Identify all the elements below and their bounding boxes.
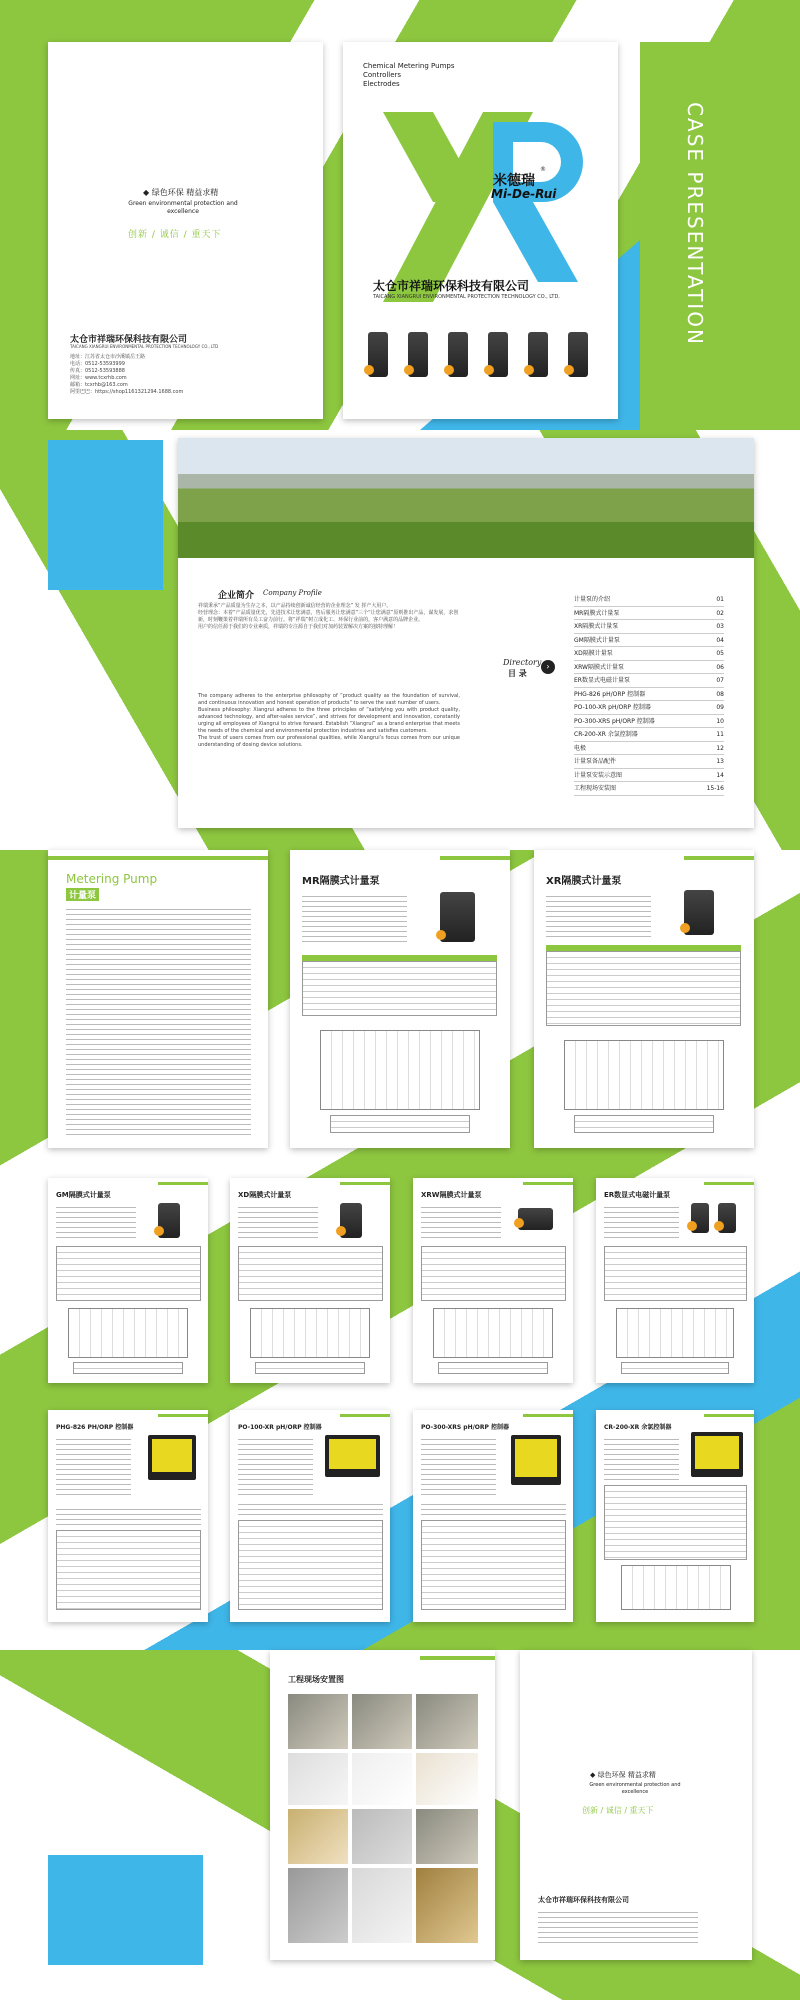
dimension-drawing xyxy=(250,1308,370,1358)
page-title: PO-300-XRS pH/ORP 控制器 xyxy=(421,1424,509,1431)
pump-page-xd xyxy=(230,1178,390,1383)
toc-item[interactable]: 电极 12 xyxy=(574,742,724,756)
page-title: PO-100-XR pH/ORP 控制器 xyxy=(238,1424,322,1431)
site-photo xyxy=(288,1694,348,1749)
spec-text xyxy=(421,1203,501,1238)
dimension-table xyxy=(330,1115,470,1133)
desc-text xyxy=(56,1505,201,1525)
controller-page-cr200 xyxy=(596,1410,754,1622)
slogan-en: Green environmental protection and excellence xyxy=(589,1782,681,1795)
site-photo xyxy=(352,1809,412,1864)
site-photo xyxy=(416,1809,478,1864)
spec-text xyxy=(546,892,651,937)
slogan-cn: ◆ 绿色环保 精益求精 xyxy=(590,1771,656,1779)
toc-item[interactable]: PO-100-XR pH/ORP 控制器 09 xyxy=(574,701,724,715)
toc-item[interactable]: 工程现场安装图 15-16 xyxy=(574,782,724,796)
toc-item[interactable]: 计量泵备品配件 13 xyxy=(574,755,724,769)
company-name-en: TAICANG XIANGRUI ENVIRONMENTAL PROTECTION TECHNOLOGY CO., LTD xyxy=(70,344,219,349)
site-installation-page xyxy=(270,1650,495,1960)
dimension-table xyxy=(255,1362,365,1374)
profile-paragraph: 经营理念：本着“产品质量优先，先进技术让您满意，售后服务让您满意”三个“让您满意”原则推出产品，谋发展，求创新，时刻鞭策着祥瑞所有员工奋力前行。将“祥瑞”树立成化工、环保行业前的，客户满意的品牌企业。 xyxy=(198,610,459,623)
spec-text xyxy=(302,892,407,942)
pump-image xyxy=(440,892,475,942)
company-values: 创新 / 诚信 / 重天下 xyxy=(582,1806,654,1815)
pump-image xyxy=(528,332,548,377)
company-name-cn: 太仓市祥瑞环保科技有限公司 xyxy=(538,1896,629,1904)
controller-image xyxy=(148,1435,196,1480)
site-photo xyxy=(416,1694,478,1749)
site-photo xyxy=(352,1868,412,1943)
spec-table xyxy=(56,1530,201,1610)
header-bar xyxy=(420,1656,495,1660)
company-name-en: TAICANG XIANGRUI ENVIRONMENTAL PROTECTION TECHNOLOGY CO., LTD. xyxy=(373,294,560,300)
controller-page-po300 xyxy=(413,1410,573,1622)
contact-line: 电话：0512-53593999 xyxy=(70,361,125,367)
spec-table xyxy=(421,1520,566,1610)
profile-paragraph: 祥瑞秉承“产品质量为生存之本，以产品持续创新诚信经营的企业理念” 发 挥产大用户。 xyxy=(198,603,392,609)
page-title: XR隔膜式计量泵 xyxy=(546,876,622,887)
profile-title-cn: 企业简介 xyxy=(218,591,255,601)
case-presentation-banner xyxy=(640,42,752,419)
spec-text xyxy=(604,1435,679,1480)
front-cover-page xyxy=(343,42,618,419)
site-photo xyxy=(352,1753,412,1805)
dimension-drawing xyxy=(68,1308,188,1358)
pump-image xyxy=(488,332,508,377)
bg-blue-square-mid xyxy=(48,440,163,590)
controller-image xyxy=(691,1432,743,1477)
pump-page-xr xyxy=(534,850,754,1148)
page-title: CR-200-XR 余氯控制器 xyxy=(604,1424,672,1431)
profile-paragraph: The company adheres to the enterprise philosophy of “product quality as the foundation of survival, and continuous innovation and honest operation of products” to serve the vast number of users. xyxy=(198,693,460,706)
page-title: MR隔膜式计量泵 xyxy=(302,876,380,887)
contact-line: 网址：www.tcxrhb.com xyxy=(70,375,127,381)
page-title: ER数显式电磁计量泵 xyxy=(604,1191,671,1199)
directory-label-cn: 目 录 xyxy=(508,669,527,678)
pump-image xyxy=(158,1203,180,1238)
banner-text: CASE PRESENTATION xyxy=(683,102,707,346)
header-bar xyxy=(158,1414,208,1417)
spec-table xyxy=(238,1520,383,1610)
spec-text xyxy=(56,1435,131,1495)
product-line: Chemical Metering Pumps xyxy=(363,62,455,70)
pump-image xyxy=(684,890,714,935)
profile-paragraph: The trust of users comes from our professional qualities, while Xiangrui’s focus comes from our unique understanding of dosing device solutions. xyxy=(198,735,460,748)
spec-table xyxy=(56,1246,201,1301)
intro-text xyxy=(66,905,251,1135)
dimension-table xyxy=(438,1362,548,1374)
toc-item[interactable]: XR隔膜式计量泵 03 xyxy=(574,620,724,634)
page-title: 工程现场安置图 xyxy=(288,1675,344,1684)
dimension-table xyxy=(73,1362,183,1374)
pump-page-er xyxy=(596,1178,754,1383)
site-photo xyxy=(416,1868,478,1943)
header-bar xyxy=(440,856,510,860)
header-bar xyxy=(340,1182,390,1185)
toc-item[interactable]: CR-200-XR 余氯控制器 11 xyxy=(574,728,724,742)
registered-mark: ® xyxy=(540,166,546,173)
slogan-cn: ◆ 绿色环保 精益求精 xyxy=(143,188,219,197)
profile-paragraph: Business philosophy: Xiangrui adheres to the three principles of “satisfying you with product quality, advanced technology, and after-sales service”, and strives for development and innovation, constantly urging all employees of Xiangrui to strive forward. Establish “Xiangrui” as a brand enterprise that meets the needs of the chemical and environmental protection industries and satisfies customers. xyxy=(198,707,460,734)
product-line: Controllers xyxy=(363,71,402,79)
desc-text xyxy=(238,1500,383,1515)
profile-paragraph: 用户的信任源于我们的专业素质，祥瑞的专注源自于我们对加药装置解决方案的独特理解！ xyxy=(198,624,399,630)
toc-item[interactable]: PHG-826 pH/ORP 控制器 08 xyxy=(574,688,724,702)
site-photo xyxy=(352,1694,412,1749)
spec-text xyxy=(238,1435,313,1495)
site-photo xyxy=(288,1868,348,1943)
company-values: 创新 / 诚信 / 重天下 xyxy=(128,230,222,240)
spec-text xyxy=(421,1435,496,1495)
landscape-photo xyxy=(178,438,754,558)
slogan-en: Green environmental protection and excellence xyxy=(128,200,238,215)
pump-page-xrw xyxy=(413,1178,573,1383)
spec-table xyxy=(302,961,497,1016)
header-bar xyxy=(684,856,754,860)
site-photo xyxy=(288,1809,348,1864)
page-title: PHG-826 PH/ORP 控制器 xyxy=(56,1424,134,1431)
back-cover-page xyxy=(48,42,323,419)
profile-text-en xyxy=(198,693,460,749)
intro-title-en: Metering Pump xyxy=(66,872,158,886)
back-cover-page-2 xyxy=(520,1650,752,1960)
product-lines xyxy=(363,62,454,89)
company-name-cn: 太仓市祥瑞环保科技有限公司 xyxy=(70,335,188,345)
spec-text xyxy=(238,1203,318,1238)
page-title: GM隔膜式计量泵 xyxy=(56,1191,111,1199)
page-title: XD隔膜式计量泵 xyxy=(238,1191,292,1199)
pump-image xyxy=(518,1208,553,1230)
arrow-right-icon: › xyxy=(541,660,555,674)
site-photo xyxy=(288,1753,348,1805)
spec-table xyxy=(604,1485,747,1560)
contact-list xyxy=(70,354,310,396)
spec-table xyxy=(604,1246,747,1301)
product-line: Electrodes xyxy=(363,80,400,88)
spec-table xyxy=(421,1246,566,1301)
company-name-cn: 太仓市祥瑞环保科技有限公司 xyxy=(373,279,530,293)
pump-page-mr xyxy=(290,850,510,1148)
controller-page-po100 xyxy=(230,1410,390,1622)
header-bar xyxy=(48,856,268,860)
intro-page xyxy=(48,850,268,1148)
controller-image xyxy=(325,1435,380,1477)
dimension-drawing xyxy=(564,1040,724,1110)
intro-title-cn: 计量泵 xyxy=(66,888,99,901)
contact-text xyxy=(538,1908,698,1943)
spec-table xyxy=(238,1246,383,1301)
brand-name-cn: 米德瑞 xyxy=(493,173,535,189)
toc-item[interactable]: GM隔膜式计量泵 04 xyxy=(574,634,724,648)
header-bar xyxy=(704,1182,754,1185)
contact-line: 传真：0512-53593888 xyxy=(70,368,125,374)
spec-table xyxy=(546,951,741,1026)
directory-list xyxy=(574,593,724,796)
spec-text xyxy=(56,1203,136,1238)
header-bar xyxy=(158,1182,208,1185)
header-bar xyxy=(523,1414,573,1417)
profile-directory-spread xyxy=(178,438,754,828)
controller-image xyxy=(511,1435,561,1485)
spec-text xyxy=(604,1203,679,1238)
pump-image xyxy=(340,1203,362,1238)
dimension-drawing xyxy=(616,1308,734,1358)
dimension-table xyxy=(621,1362,729,1374)
contact-line: 阿里巴巴：https://shop1161321294.1688.com xyxy=(70,389,184,395)
profile-text-cn xyxy=(198,603,460,631)
site-photo xyxy=(416,1753,478,1805)
bg-blue-square-bottom xyxy=(48,1855,203,1965)
toc-item[interactable]: PO-300-XRS pH/ORP 控制器 10 xyxy=(574,715,724,729)
profile-title-en: Company Profile xyxy=(263,589,322,597)
dimension-table xyxy=(574,1115,714,1133)
toc-item[interactable]: XRW隔膜式计量泵 06 xyxy=(574,661,724,675)
header-bar xyxy=(704,1414,754,1417)
contact-line: 地址：江苏省太仓市沙溪镇岳王路 xyxy=(70,354,146,360)
pump-image xyxy=(568,332,588,377)
toc-item[interactable]: 计量泵安装示意图 14 xyxy=(574,769,724,783)
brand-name-en: Mi-De-Rui xyxy=(491,187,557,201)
directory-label-en: Directory xyxy=(503,658,542,667)
page-title: XRW隔膜式计量泵 xyxy=(421,1191,482,1199)
controller-page-phg826 xyxy=(48,1410,208,1622)
toc-item[interactable]: MR隔膜式计量泵 02 xyxy=(574,607,724,621)
contact-line: 邮箱：tcxrhb@163.com xyxy=(70,382,128,388)
pump-image xyxy=(408,332,428,377)
pump-image xyxy=(718,1203,736,1233)
header-bar xyxy=(340,1414,390,1417)
pump-image xyxy=(368,332,388,377)
desc-text xyxy=(421,1500,566,1515)
dimension-drawing xyxy=(433,1308,553,1358)
header-bar xyxy=(523,1182,573,1185)
pump-image xyxy=(691,1203,709,1233)
toc-item[interactable]: XD隔膜计量泵 05 xyxy=(574,647,724,661)
dimension-drawing xyxy=(320,1030,480,1110)
installation-diagram xyxy=(621,1565,731,1610)
pump-image xyxy=(448,332,468,377)
toc-item[interactable]: 计量泵的介绍 01 xyxy=(574,593,724,607)
toc-item[interactable]: ER数显式电磁计量泵 07 xyxy=(574,674,724,688)
pump-page-gm xyxy=(48,1178,208,1383)
